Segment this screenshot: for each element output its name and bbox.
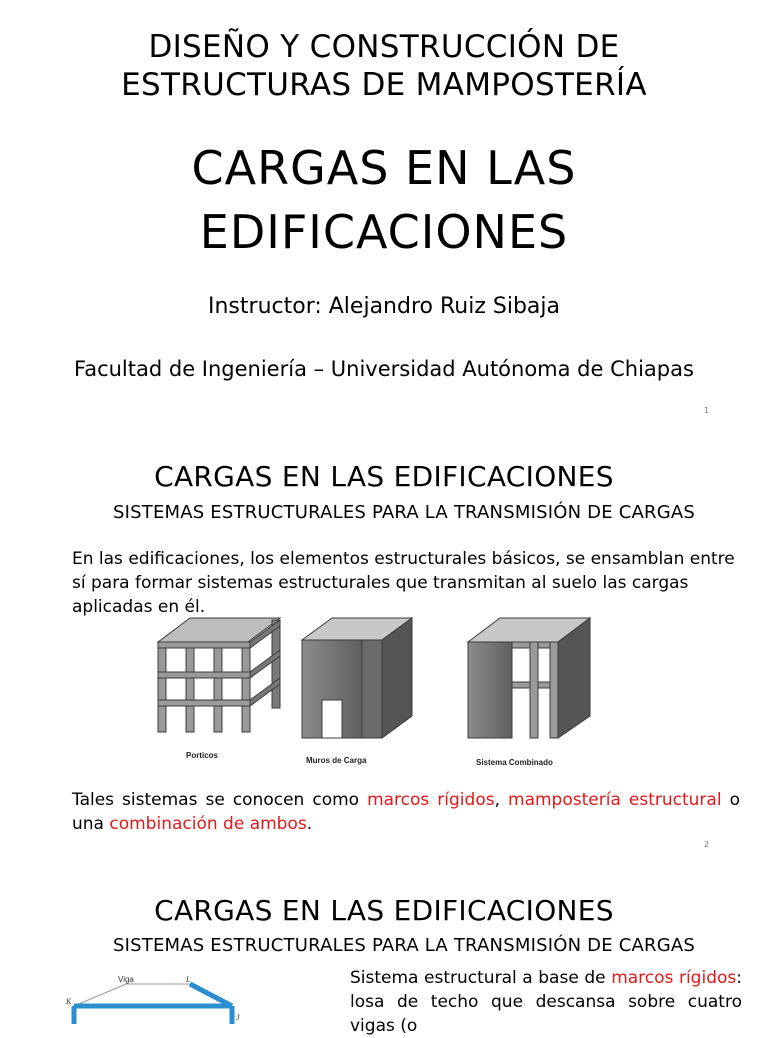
slide-title-line2: EDIFICACIONES (199, 205, 569, 259)
porticos-illustration (158, 618, 280, 732)
structural-systems-figure (150, 612, 600, 752)
sistema-combinado-illustration (468, 618, 590, 738)
slide3-text-rest: : losa de techo que descansa sobre cuatro vigas (o (350, 968, 742, 1036)
caption-muros: Muros de Carga (306, 756, 367, 765)
slide-title-line1: CARGAS EN LAS (191, 141, 577, 195)
slide2-subtitle: SISTEMAS ESTRUCTURALES PARA LA TRANSMISIÓN DE CARGAS (112, 502, 695, 523)
instructor-line: Instructor: Alejandro Ruiz Sibaja (208, 294, 560, 319)
closing-comma: , (494, 790, 509, 810)
course-title-line2: ESTRUCTURAS DE MAMPOSTERÍA (121, 67, 647, 103)
viga-label: Viga (118, 975, 134, 984)
course-title-line1: DISEÑO Y CONSTRUCCIÓN DE (148, 29, 620, 65)
course-title (0, 28, 768, 104)
node-l-label: L (186, 975, 191, 984)
node-j-label: J (236, 1013, 240, 1022)
slide3-title: CARGAS EN LAS EDIFICACIONES (154, 894, 614, 927)
node-k-label: K (66, 997, 72, 1006)
slide2-title: CARGAS EN LAS EDIFICACIONES (154, 460, 614, 493)
slide3-text (350, 966, 742, 1038)
slide2-paragraph: En las edificaciones, los elementos estructurales básicos, se ensamblan entre sí para formar sistemas estructurales que transmitan al suelo las cargas aplicadas en él. (72, 549, 735, 617)
slide3-text-prefix: Sistema estructural a base de (350, 968, 612, 988)
highlight-marcos-rigidos-2: marcos rígidos (611, 968, 737, 988)
page-number: 2 (704, 840, 710, 849)
closing-text: Tales sistemas se conocen como (72, 790, 368, 810)
highlight-mamposteria: mampostería estructural (508, 790, 722, 810)
closing-end: . (306, 814, 313, 834)
highlight-combinacion: combinación de ambos (109, 814, 307, 834)
faculty-line: Facultad de Ingeniería – Universidad Autónoma de Chiapas (74, 357, 694, 381)
page-number: 1 (704, 406, 710, 415)
closing-middle: o una (72, 790, 740, 834)
muros-de-carga-illustration (302, 618, 412, 738)
slide3-subtitle: SISTEMAS ESTRUCTURALES PARA LA TRANSMISIÓN DE CARGAS (112, 935, 695, 956)
marco-rigido-diagram (60, 970, 260, 1024)
caption-combinado: Sistema Combinado (476, 758, 553, 767)
slide2-closing (72, 788, 740, 836)
highlight-marcos-rigidos: marcos rígidos (367, 790, 495, 810)
slide-title (0, 136, 768, 264)
caption-porticos: Porticos (186, 751, 219, 760)
